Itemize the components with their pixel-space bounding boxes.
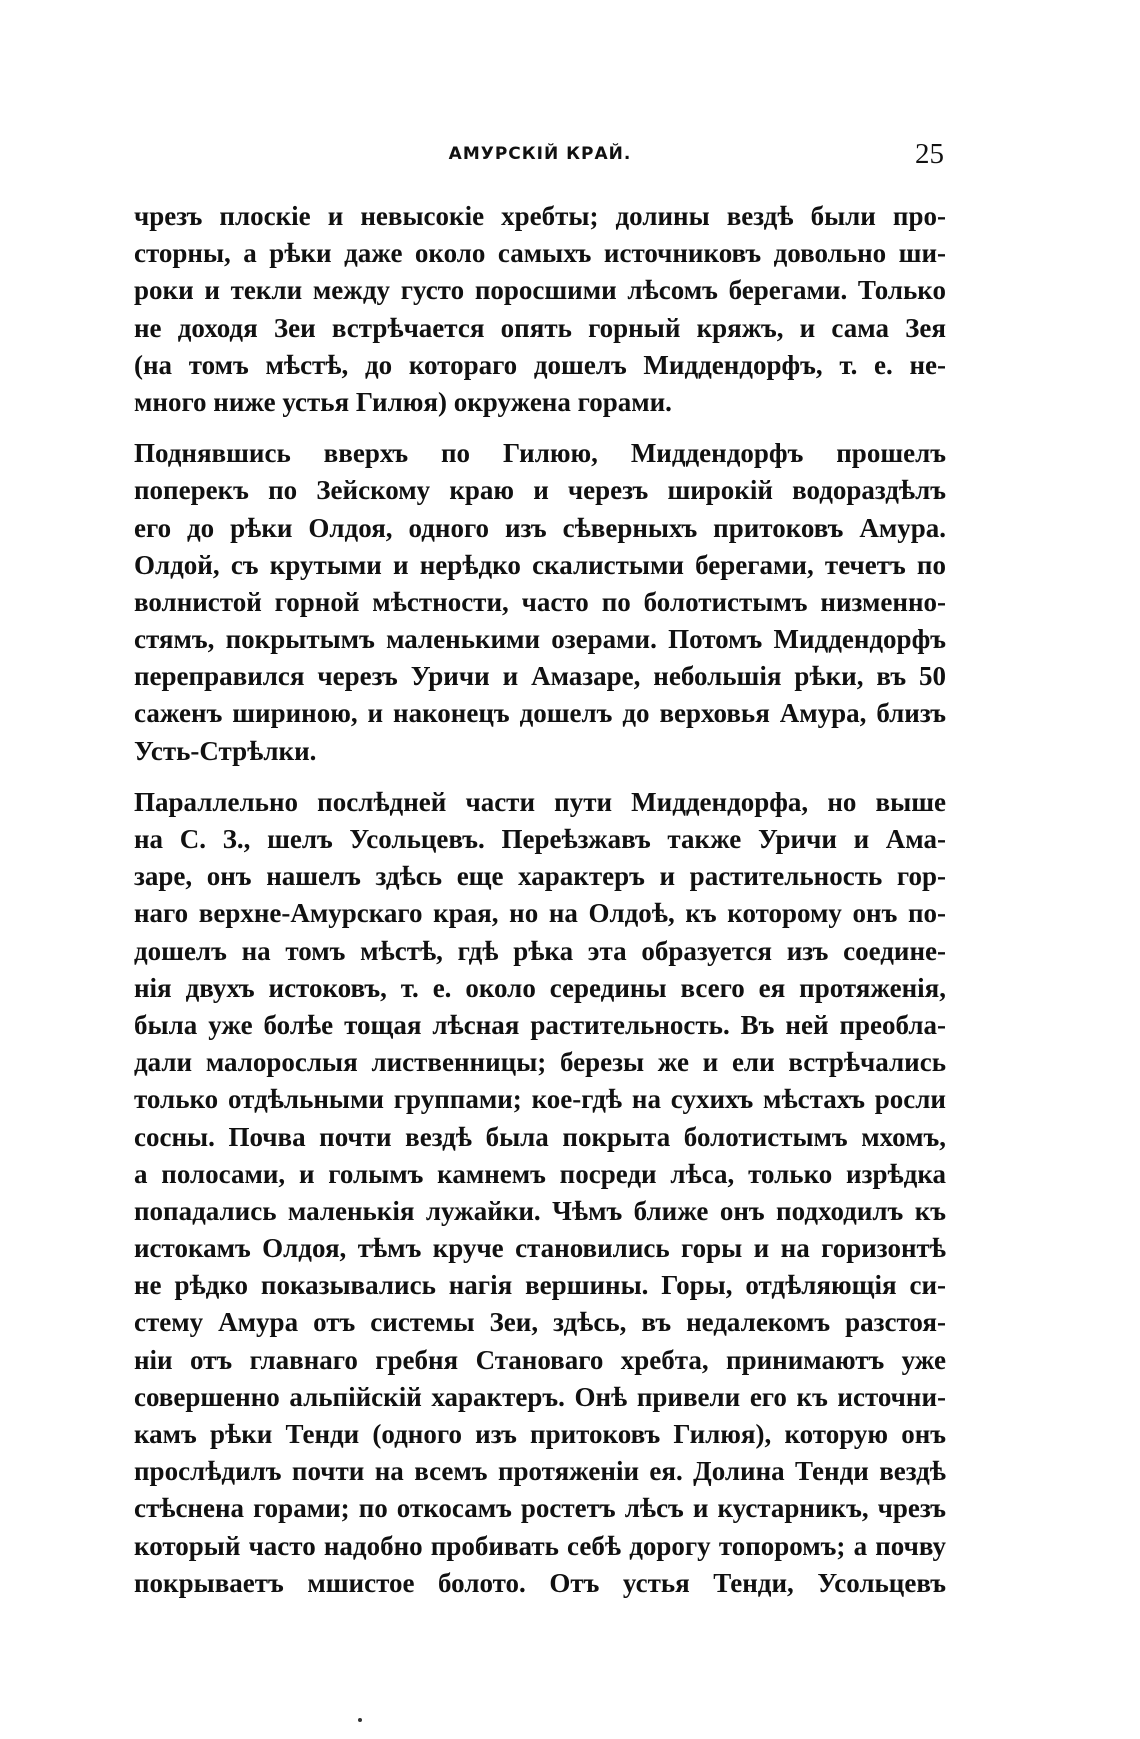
text-line: попадались маленькія лужайки. Чѣмъ ближе онъ подходилъ къ <box>134 1195 946 1226</box>
text-line: нія двухъ истоковъ, т. е. около середины всего ея протяженія, <box>134 972 946 1003</box>
text-line: была уже болѣе тощая лѣсная растительность. Въ ней преобла- <box>134 1009 946 1040</box>
text-line: не рѣдко показывались нагія вершины. Горы, отдѣляющія си- <box>134 1270 946 1301</box>
text-line: саженъ шириною, и наконецъ дошелъ до верховья Амура, близъ <box>134 698 946 729</box>
text-line: на С. З., шелъ Усольцевъ. Переѣзжавъ также Уричи и Ама- <box>134 824 946 854</box>
text-line: заре, онъ нашелъ здѣсь еще характеръ и растительность гор- <box>134 861 946 892</box>
text-line: Усть-Стрѣлки. <box>134 735 317 766</box>
paragraph-3 <box>134 784 946 1602</box>
paragraph-1 <box>134 198 946 421</box>
text-line: стему Амура отъ системы Зеи, здѣсь, въ недалекомъ разстоя- <box>134 1307 946 1338</box>
text-line: только отдѣльными группами; кое-гдѣ на сухихъ мѣстахъ росли <box>134 1084 946 1115</box>
page-number: 25 <box>915 138 944 170</box>
text-line: роки и текли между густо поросшими лѣсомъ берегами. Только <box>134 275 946 306</box>
text-line: его до рѣки Олдоя, одного изъ сѣверныхъ притоковъ Амура. <box>134 512 946 543</box>
running-head <box>134 138 946 178</box>
running-title: АМУРСКІЙ КРАЙ. <box>448 144 632 164</box>
text-line: покрываетъ мшистое болото. Отъ устья Тенди, Усольцевъ <box>134 1567 946 1598</box>
text-line: который часто надобно пробивать себѣ дорогу топоромъ; а почву <box>134 1530 946 1561</box>
text-line: Параллельно послѣдней части пути Миддендорфа, но выше <box>134 786 946 817</box>
text-line: дали малорослыя лиственницы; березы же и ели встрѣчались <box>134 1047 946 1078</box>
text-line: прослѣдилъ почти на всемъ протяженіи ея. Долина Тенди вездѣ <box>134 1456 946 1487</box>
text-line: ніи отъ главнаго гребня Становаго хребта, принимаютъ уже <box>134 1344 946 1375</box>
ink-speck <box>358 1718 362 1722</box>
text-line: камъ рѣки Тенди (одного изъ притоковъ Гилюя), которую онъ <box>134 1419 946 1449</box>
text-line: (на томъ мѣстѣ, до котораго дошелъ Миддендорфъ, т. е. не- <box>134 349 946 380</box>
text-line: чрезъ плоскіе и невысокіе хребты; долины вездѣ были про- <box>134 201 946 231</box>
text-line: Олдой, съ крутыми и нерѣдко скалистыми берегами, течетъ по <box>134 549 946 580</box>
text-line: волнистой горной мѣстности, часто по болотистымъ низменно- <box>134 586 946 617</box>
text-body <box>134 198 946 1602</box>
text-line: много ниже устья Гилюя) окружена горами. <box>134 386 672 417</box>
text-line: истокамъ Олдоя, тѣмъ круче становились горы и на горизонтѣ <box>134 1233 946 1264</box>
text-line: Поднявшись вверхъ по Гилюю, Миддендорфъ прошелъ <box>134 438 946 469</box>
text-line: стѣснена горами; по откосамъ ростетъ лѣсъ и кустарникъ, чрезъ <box>134 1493 946 1524</box>
text-line: сторны, а рѣки даже около самыхъ источниковъ довольно ши- <box>134 238 946 269</box>
text-line: совершенно альпійскій характеръ. Онѣ привели его къ источни- <box>134 1381 946 1412</box>
text-line: переправился черезъ Уричи и Амазаре, небольшія рѣки, въ 50 <box>134 661 946 692</box>
text-line: стямъ, покрытымъ маленькими озерами. Потомъ Миддендорфъ <box>134 624 946 655</box>
text-line: дошелъ на томъ мѣстѣ, гдѣ рѣка эта образуется изъ соедине- <box>134 935 946 966</box>
text-line: поперекъ по Зейскому краю и черезъ широкій водораздѣлъ <box>134 475 946 506</box>
text-line: наго верхне-Амурскаго края, но на Олдоѣ, къ которому онъ по- <box>134 898 946 929</box>
text-line: не доходя Зеи встрѣчается опять горный кряжъ, и сама Зея <box>134 312 946 343</box>
text-line: а полосами, и голымъ камнемъ посреди лѣса, только изрѣдка <box>134 1158 946 1189</box>
paragraph-2 <box>134 435 946 770</box>
text-line: сосны. Почва почти вездѣ была покрыта болотистымъ мхомъ, <box>134 1121 946 1152</box>
